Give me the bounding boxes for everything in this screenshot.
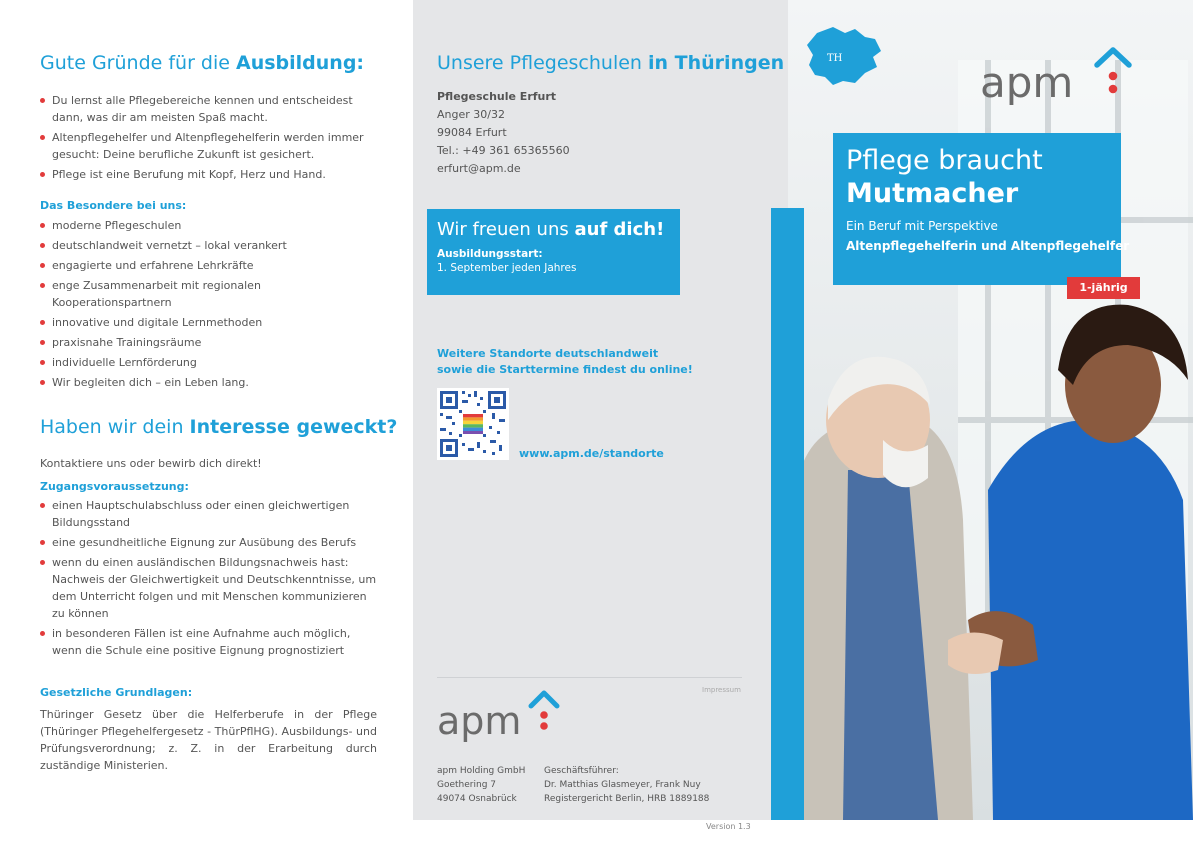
- school-city: 99084 Erfurt: [437, 126, 507, 139]
- requirements-list: [40, 497, 380, 662]
- start-label: Ausbildungsstart:: [437, 248, 543, 260]
- special-item: moderne Pflegeschulen: [40, 217, 380, 234]
- blue-stripe: [771, 208, 804, 820]
- school-email[interactable]: erfurt@apm.de: [437, 162, 521, 175]
- requirement-item: in besonderen Fällen ist eine Aufnahme auch möglich, wenn die Schule eine positive Eignung prognostiziert: [40, 625, 380, 659]
- hero-photo-icon: [788, 0, 1193, 820]
- map-label: TH: [827, 53, 843, 64]
- management-line: Geschäftsführer:: [544, 766, 619, 776]
- management-line: Dr. Matthias Glasmeyer, Frank Nuy: [544, 780, 701, 790]
- management-info: [544, 764, 709, 806]
- reason-item: Du lernst alle Pflegebereiche kennen und entscheidest dann, was dir am meisten Spaß macht.: [40, 92, 380, 126]
- cover-title-box: [833, 133, 1130, 285]
- management-line: Registergericht Berlin, HRB 1889188: [544, 794, 710, 804]
- school-address: [437, 88, 570, 178]
- requirements-heading: Zugangsvoraussetzung:: [40, 480, 189, 493]
- start-box-title: Wir freuen uns auf dich!: [437, 219, 665, 240]
- apm-logo-icon: [437, 688, 567, 743]
- school-phone[interactable]: Tel.: +49 361 65365560: [437, 144, 570, 157]
- qr-code-icon[interactable]: [437, 388, 509, 460]
- special-list: [40, 217, 380, 394]
- panel-cover: [788, 0, 1193, 820]
- panel-left: [0, 0, 413, 820]
- company-line: Goethering 7: [437, 780, 496, 790]
- heading-interest: Haben wir dein Interesse geweckt?: [40, 416, 398, 438]
- requirement-item: wenn du einen ausländischen Bildungsnachweis hast: Nachweis der Gleichwertigkeit und Deutschkenntnisse, um dem Unterricht folgen und mit Menschen kommunizieren zu können: [40, 554, 380, 622]
- special-item: individuelle Lernförderung: [40, 354, 380, 371]
- start-box: [427, 209, 680, 295]
- school-street: Anger 30/32: [437, 108, 505, 121]
- divider: [437, 677, 742, 678]
- special-item: praxisnahe Trainingsräume: [40, 334, 380, 351]
- thueringen-map-icon: [805, 25, 883, 87]
- company-line: apm Holding GmbH: [437, 766, 526, 776]
- reasons-list: [40, 92, 380, 186]
- company-info: [437, 764, 525, 806]
- reason-item: Altenpflegehelfer und Altenpflegehelferin werden immer gesucht: Deine berufliche Zukunft ist gesichert.: [40, 129, 380, 163]
- more-locations-text: Weitere Standorte deutschlandweit sowie die Starttermine findest du online!: [437, 347, 693, 376]
- special-item: innovative und digitale Lernmethoden: [40, 314, 380, 331]
- apm-logo-cover-icon: [980, 45, 1140, 105]
- duration-badge: 1-jährig: [1067, 277, 1140, 299]
- special-item: Wir begleiten dich – ein Leben lang.: [40, 374, 380, 391]
- locations-link[interactable]: www.apm.de/standorte: [519, 447, 664, 460]
- version-label: Version 1.3: [706, 822, 751, 831]
- cover-title-line1: Pflege braucht: [846, 145, 1043, 176]
- school-name: Pflegeschule Erfurt: [437, 90, 557, 103]
- contact-text: Kontaktiere uns oder bewirb dich direkt!: [40, 457, 262, 470]
- requirement-item: eine gesundheitliche Eignung zur Ausübung des Berufs: [40, 534, 380, 551]
- special-item: enge Zusammenarbeit mit regionalen Kooperationspartnern: [40, 277, 380, 311]
- special-item: engagierte und erfahrene Lehrkräfte: [40, 257, 380, 274]
- legal-heading: Gesetzliche Grundlagen:: [40, 686, 193, 699]
- impressum-label: Impressum: [702, 686, 741, 694]
- cover-subtitle: Ein Beruf mit Perspektive: [846, 219, 998, 233]
- cover-logo-text: apm: [980, 58, 1074, 105]
- company-line: 49074 Osnabrück: [437, 794, 517, 804]
- panel-middle: [413, 0, 788, 820]
- heading-reasons: Gute Gründe für die Ausbildung:: [40, 52, 365, 74]
- legal-text: Thüringer Gesetz über die Helferberufe in der Pflege (Thüringer Pflegehelfergesetz - ThürPflHG). Ausbildungs- und Prüfungsverordnung; z. Z. in der Erarbeitung durch zuständige Ministerien.: [40, 708, 377, 772]
- reason-item: Pflege ist eine Berufung mit Kopf, Herz und Hand.: [40, 166, 380, 183]
- special-heading: Das Besondere bei uns:: [40, 199, 187, 212]
- start-value: 1. September jeden Jahres: [437, 262, 577, 274]
- special-item: deutschlandweit vernetzt – lokal verankert: [40, 237, 380, 254]
- requirement-item: einen Hauptschulabschluss oder einen gleichwertigen Bildungsstand: [40, 497, 380, 531]
- cover-profession: Altenpflegehelferin und Altenpflegehelfer: [846, 239, 1130, 253]
- cover-title-line2: Mutmacher: [846, 178, 1019, 209]
- schools-heading: Unsere Pflegeschulen in Thüringen: [437, 52, 785, 74]
- logo-text: apm: [437, 699, 522, 743]
